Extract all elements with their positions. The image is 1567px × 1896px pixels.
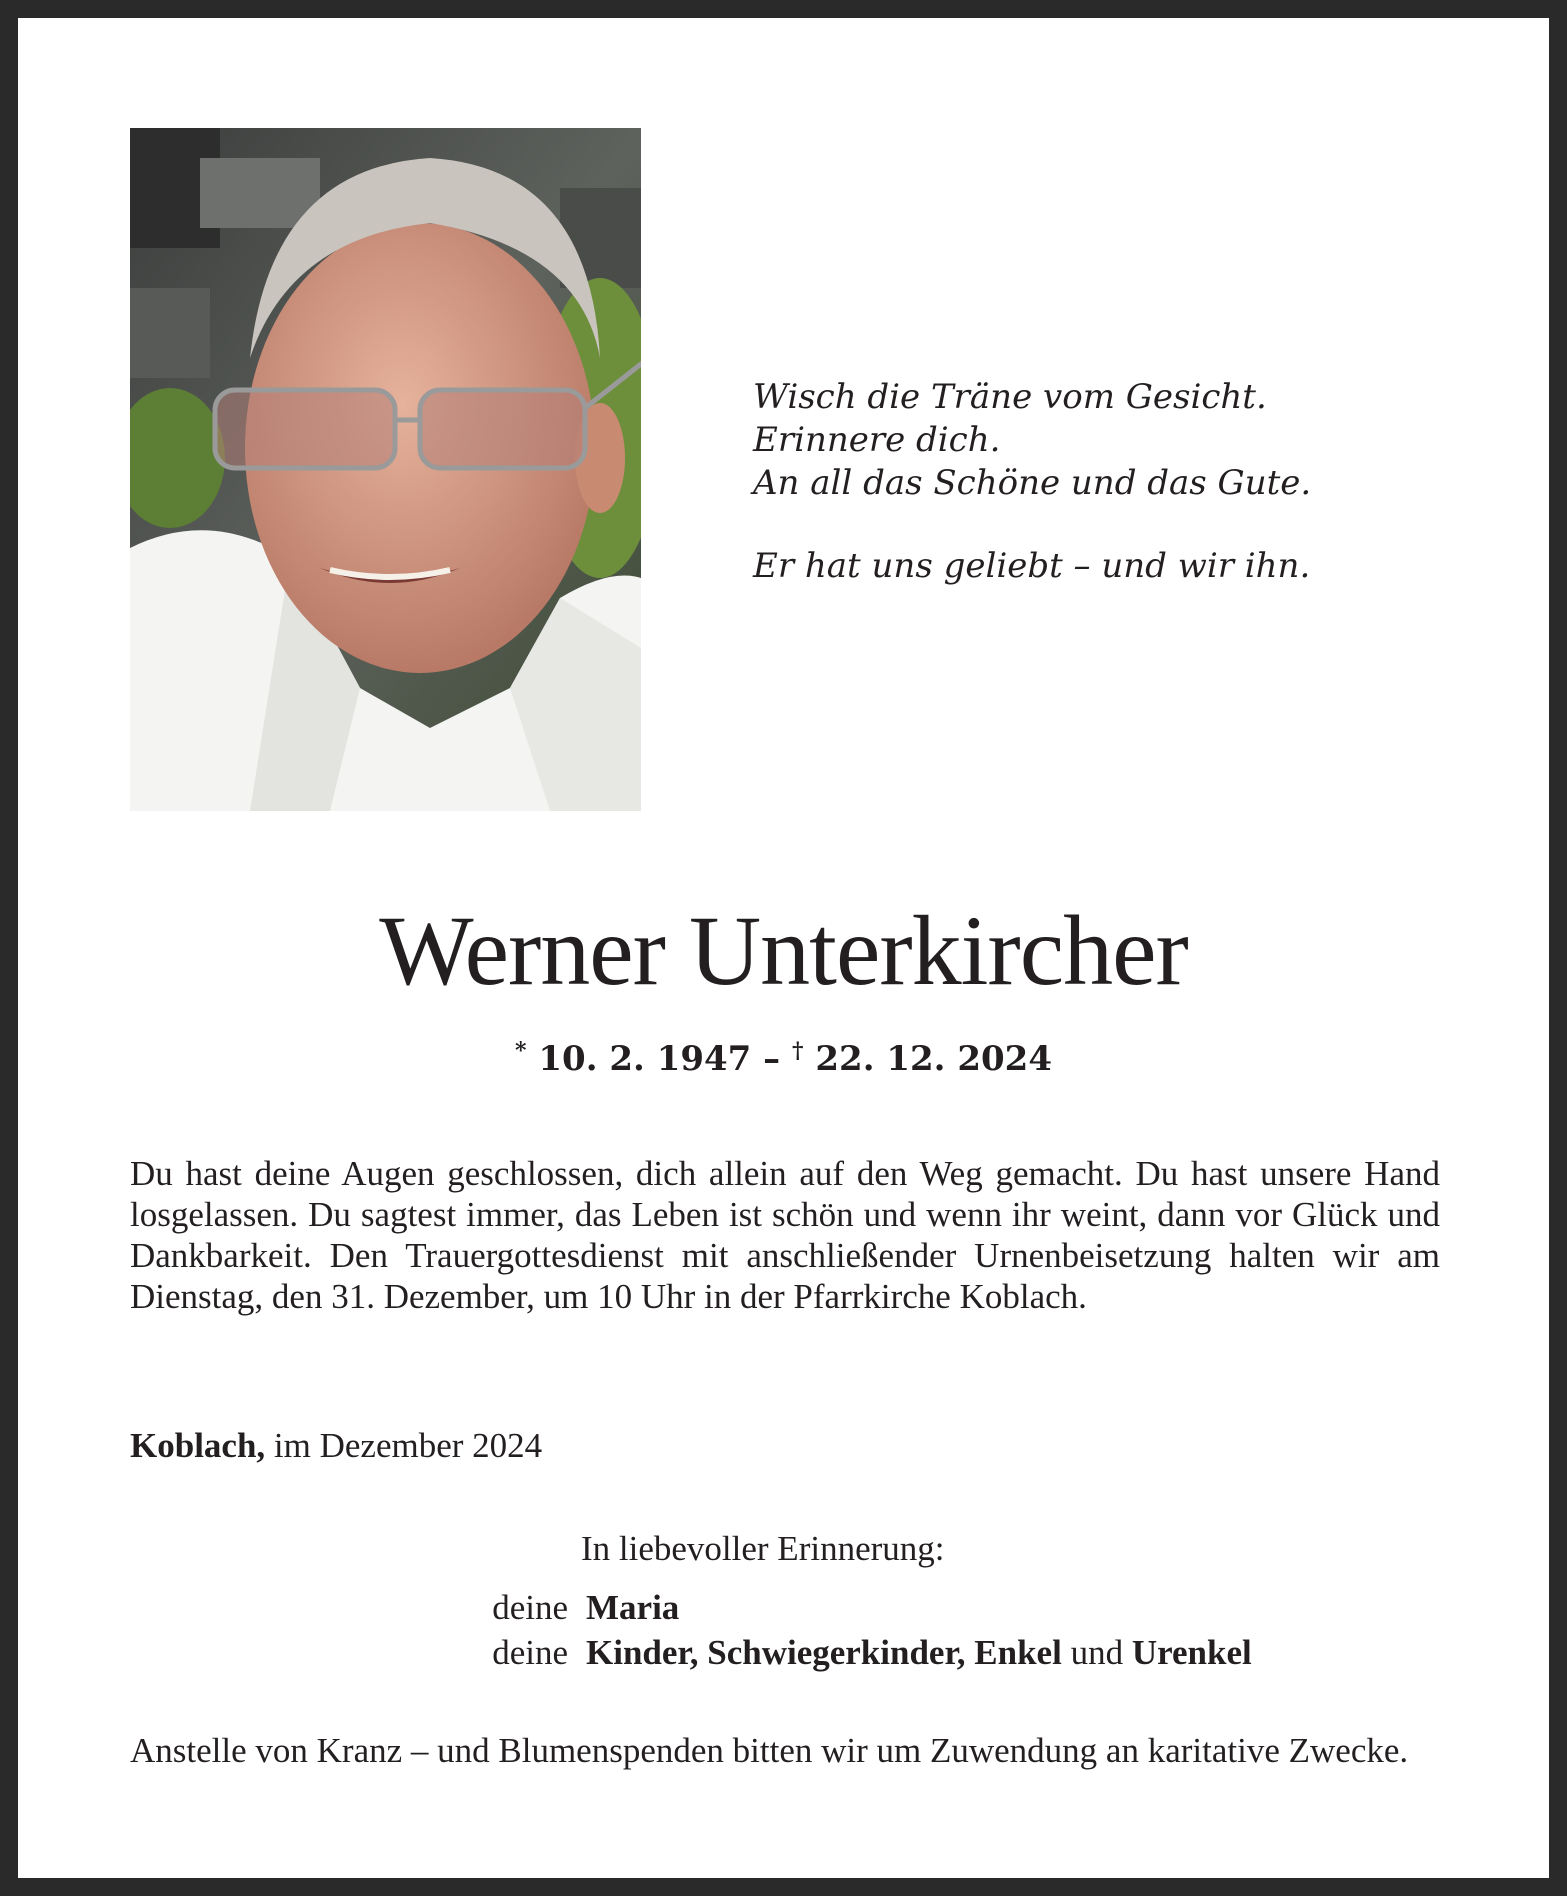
mourner-row bbox=[458, 1630, 1252, 1676]
portrait-photo-icon bbox=[130, 128, 641, 811]
place-town: Koblach, bbox=[130, 1426, 266, 1465]
date-dash: – bbox=[751, 1039, 793, 1079]
mourner-joiner: und bbox=[1061, 1633, 1132, 1672]
poem-line: Wisch die Träne vom Gesicht. bbox=[753, 377, 1267, 417]
poem-line: Erinnere dich. bbox=[753, 420, 1001, 460]
death-mark: † bbox=[792, 1038, 804, 1064]
mourners-intro: In liebevoller Erinnerung: bbox=[581, 1529, 945, 1568]
donation-note: Anstelle von Kranz – und Blumenspenden bitten wir um Zuwendung an karitative Zwecke. bbox=[130, 1731, 1409, 1770]
place-date-line bbox=[130, 1425, 542, 1467]
life-dates bbox=[18, 1030, 1549, 1080]
birth-mark: * bbox=[515, 1038, 527, 1064]
obituary-page bbox=[18, 18, 1549, 1878]
mourner-names: Kinder, Schwiegerkinder, Enkel bbox=[586, 1633, 1062, 1672]
mourner-names: Urenkel bbox=[1131, 1633, 1252, 1672]
mourner-name: Maria bbox=[586, 1588, 680, 1627]
place-date: im Dezember 2024 bbox=[265, 1426, 543, 1465]
announcement-text: Du hast deine Augen geschlossen, dich allein auf den Weg gemacht. Du hast unsere Hand losgelassen. Du sagtest immer, das Leben ist schön und wenn ihr weint, dann vor Glück und Dankbarkeit. Den Trauergottesdienst mit anschließender Urnenbeisetzung halten wir am Dienstag, den 31. Dezember, um 10 Uhr in der Pfarrkirche Koblach. bbox=[130, 1154, 1440, 1316]
poem-stanza-gap bbox=[753, 505, 1311, 545]
mourner-row bbox=[458, 1585, 679, 1631]
birth-date: 10. 2. 1947 bbox=[538, 1039, 752, 1079]
mourner-prefix: deine bbox=[492, 1588, 568, 1627]
poem-line: Er hat uns geliebt – und wir ihn. bbox=[753, 546, 1311, 586]
deceased-name: Werner Unterkircher bbox=[379, 895, 1188, 1006]
portrait-photo bbox=[130, 128, 641, 811]
poem-line: An all das Schöne und das Gute. bbox=[753, 463, 1312, 503]
death-date: 22. 12. 2024 bbox=[815, 1039, 1052, 1079]
memorial-poem bbox=[753, 376, 1311, 588]
mourner-prefix: deine bbox=[492, 1633, 568, 1672]
